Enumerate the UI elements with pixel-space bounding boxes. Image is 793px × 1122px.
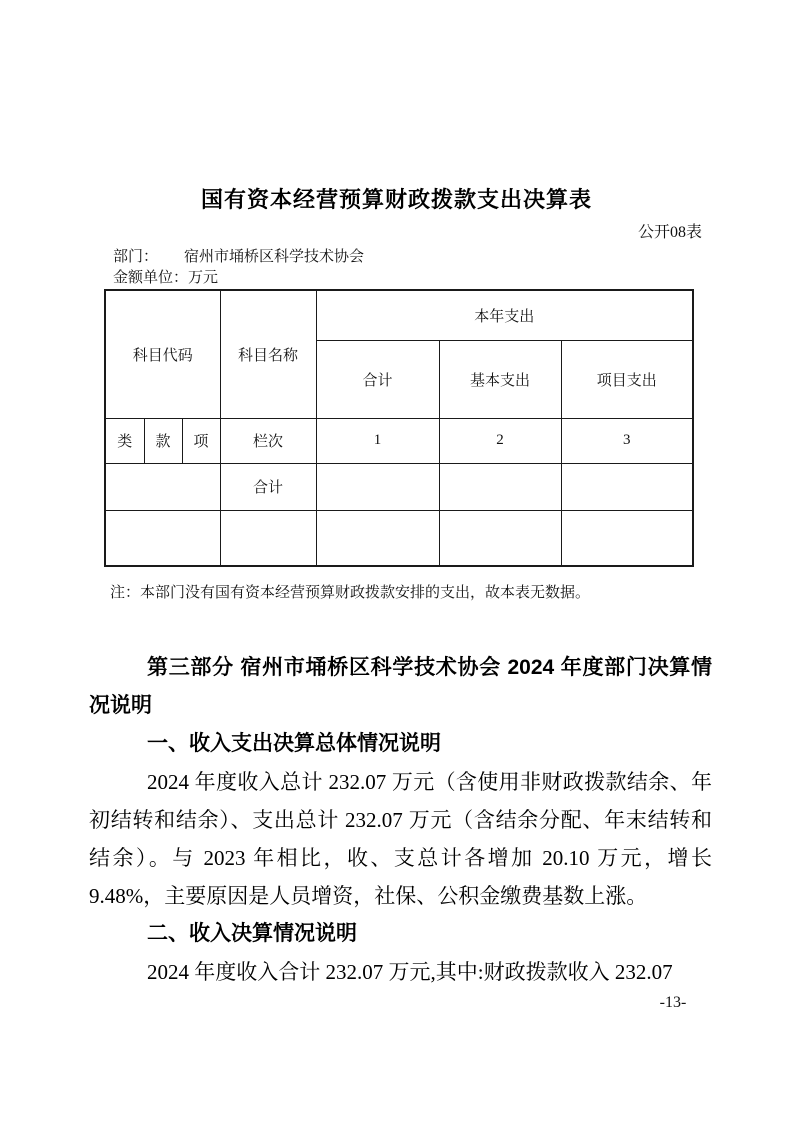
row-code-cell bbox=[105, 510, 220, 566]
unit-line bbox=[113, 266, 218, 287]
department-label: 部门： bbox=[113, 249, 159, 265]
section2-heading: 二、收入决算情况说明 bbox=[147, 922, 357, 945]
section1-paragraph: 2024 年度收入总计 232.07 万元（含使用非财政拨款结余、年初结转和结余）、支出总计 232.07 万元（含结余分配、年末结转和结余）。与 2023 年相比，收、支总计各增加 20.10 万元，增长 9.48%，主要原因是人员增资，社保、公积金缴费基数上涨。 bbox=[89, 770, 712, 908]
row-total-cell bbox=[316, 463, 439, 510]
header-subject-code: 科目代码 bbox=[105, 290, 220, 418]
table-note: 注：本部门没有国有资本经营预算财政拨款安排的支出，故本表无数据。 bbox=[110, 585, 591, 601]
header-current-year-expenditure: 本年支出 bbox=[316, 290, 693, 340]
row-basic-cell bbox=[439, 510, 561, 566]
index-item: 项 bbox=[182, 418, 220, 463]
table-row bbox=[105, 463, 693, 510]
row-total-cell bbox=[316, 510, 439, 566]
section2-paragraph: 2024 年度收入合计 232.07 万元,其中:财政拨款收入 232.07 bbox=[147, 960, 673, 984]
form-code-label: 公开08表 bbox=[637, 224, 702, 241]
part3-heading: 第三部分 宿州市埇桥区科学技术协会 2024 年度部门决算情况说明 bbox=[89, 656, 712, 717]
department-value: 宿州市埇桥区科学技术协会 bbox=[184, 249, 365, 265]
row-name-cell bbox=[220, 510, 316, 566]
budget-table bbox=[104, 289, 694, 567]
table-row bbox=[105, 510, 693, 566]
index-col-1: 1 bbox=[316, 418, 439, 463]
header-project-expenditure: 项目支出 bbox=[561, 340, 693, 418]
table-index-row bbox=[105, 418, 693, 463]
row-project-cell bbox=[561, 463, 693, 510]
narrative-section bbox=[89, 649, 712, 991]
row-basic-cell bbox=[439, 463, 561, 510]
index-col-2: 2 bbox=[439, 418, 561, 463]
unit-value: 万元 bbox=[188, 270, 219, 286]
row-code-cell bbox=[105, 463, 220, 510]
section1-heading: 一、收入支出决算总体情况说明 bbox=[147, 732, 441, 755]
index-fund: 款 bbox=[144, 418, 182, 463]
unit-label: 金额单位： bbox=[113, 270, 189, 286]
page-number: -13- bbox=[659, 994, 687, 1011]
header-basic-expenditure: 基本支出 bbox=[439, 340, 561, 418]
header-total: 合计 bbox=[316, 340, 439, 418]
document-title: 国有资本经营预算财政拨款支出决算表 bbox=[200, 187, 592, 212]
index-label: 栏次 bbox=[220, 418, 316, 463]
department-line bbox=[113, 245, 364, 266]
header-subject-name: 科目名称 bbox=[220, 290, 316, 418]
row-name-cell: 合计 bbox=[220, 463, 316, 510]
table-header-row-1 bbox=[105, 290, 693, 340]
index-class: 类 bbox=[105, 418, 144, 463]
row-project-cell bbox=[561, 510, 693, 566]
index-col-3: 3 bbox=[561, 418, 693, 463]
